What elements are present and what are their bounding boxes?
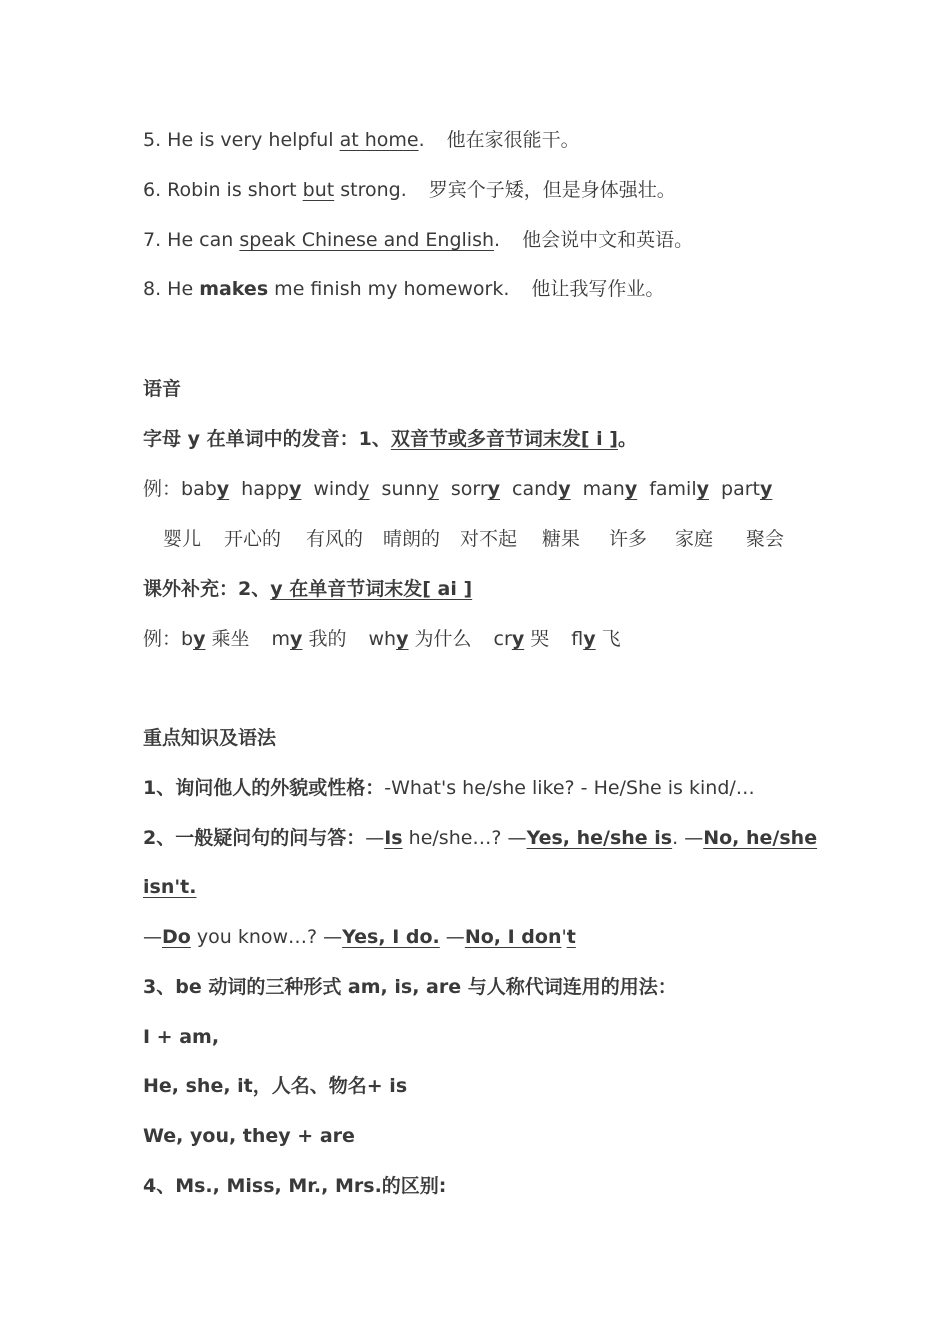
grammar-point-3: 3、be 动词的三种形式 am, is, are 与人称代词连用的用法：	[143, 976, 677, 998]
translation-sorry: 对不起	[460, 528, 518, 550]
word-baby: baby	[181, 478, 230, 500]
sentence-text: 6. Robin is short	[143, 179, 303, 201]
grammar-he-she-it-is: He, she, it，人名、物名+ is	[143, 1075, 408, 1097]
word-family: family	[649, 478, 710, 500]
translation-family: 家庭	[675, 528, 714, 550]
phonics-examples-2	[143, 626, 621, 652]
rule-key: y 在单音节词末发[ ai ]	[270, 578, 473, 600]
word-fly: fly 飞	[571, 628, 621, 650]
sentence-key-phrase: speak Chinese and English	[239, 229, 495, 251]
sentence-text: .	[494, 229, 501, 251]
sentence-key-phrase: but	[302, 179, 335, 201]
translation-party: 聚会	[746, 528, 785, 550]
sentence-text: 5. He is very helpful	[143, 129, 340, 151]
sentence-key-phrase: at home	[339, 129, 419, 151]
translation-sunny: 晴朗的	[383, 528, 441, 550]
word-sorry: sorry	[450, 478, 501, 500]
grammar-point-2-do: —Do you know…? —Yes, I do. —No, I don't	[143, 926, 576, 948]
sentence-text: me finish my homework.	[268, 278, 510, 300]
point-key-no: No, he/she	[703, 827, 818, 849]
point-key-yes: Yes, he/she is	[526, 827, 673, 849]
translation-many: 许多	[609, 528, 648, 550]
point-key-no: No, I don	[464, 926, 562, 948]
phonics-heading: 语音	[143, 378, 182, 400]
point-key-is: Is	[384, 827, 403, 849]
phonics-translations-1	[143, 526, 843, 552]
word-many: many	[582, 478, 638, 500]
sentence-translation: 他在家很能干。	[446, 129, 580, 151]
word-windy: windy	[313, 478, 370, 500]
grammar-point-1	[143, 775, 755, 801]
word-my: my 我的	[271, 628, 347, 650]
sentence-text: 7. He can	[143, 229, 240, 251]
point-text: -What's he/she like? - He/She is kind/…	[384, 777, 755, 799]
sentence-6	[143, 177, 676, 203]
phonics-rule-1	[143, 426, 637, 452]
word-candy: candy	[512, 478, 571, 500]
sentence-translation: 他会说中文和英语。	[522, 229, 694, 251]
point-key-do: Do	[162, 926, 191, 948]
grammar-heading: 重点知识及语法	[143, 727, 277, 749]
word-why: why 为什么	[368, 628, 472, 650]
rule-label: 字母 y 在单词中的发音：1、	[143, 428, 391, 450]
rule-label: 课外补充：2、	[143, 578, 271, 600]
point-label: 1、询问他人的外貌或性格：	[143, 777, 385, 799]
word-sunny: sunny	[381, 478, 439, 500]
grammar-point-2-continued: isn't.	[143, 876, 197, 898]
sentence-5	[143, 127, 580, 153]
point-label: 2、一般疑问句的问与答：	[143, 827, 366, 849]
example-label: 例：	[143, 478, 182, 500]
word-by: by 乘坐	[181, 628, 250, 650]
word-cry: cry 哭	[493, 628, 550, 650]
sentence-translation: 罗宾个子矮，但是身体强壮。	[428, 179, 676, 201]
translation-happy: 开心的	[224, 528, 282, 550]
rule-key: 双音节或多音节词末发[ i ]	[390, 428, 618, 450]
rule-end: 。	[617, 428, 637, 450]
grammar-we-you-they-are: We, you, they + are	[143, 1125, 355, 1147]
sentence-key-phrase: makes	[199, 278, 269, 300]
word-party: party	[721, 478, 773, 500]
translation-baby: 婴儿	[163, 528, 202, 550]
translation-candy: 糖果	[542, 528, 581, 550]
sentence-7	[143, 227, 693, 253]
word-happy: happy	[241, 478, 302, 500]
sentence-text: strong.	[334, 179, 407, 201]
point-key-yes: Yes, I do.	[342, 926, 440, 948]
sentence-translation: 他让我写作业。	[531, 278, 665, 300]
example-label: 例：	[143, 628, 182, 650]
grammar-i-am: I + am,	[143, 1026, 220, 1048]
translation-windy: 有风的	[306, 528, 364, 550]
phonics-rule-2	[143, 576, 472, 602]
sentence-text: .	[418, 129, 425, 151]
sentence-text: 8. He	[143, 278, 200, 300]
phonics-examples-1	[143, 476, 772, 502]
grammar-point-4: 4、Ms., Miss, Mr., Mrs.的区别:	[143, 1175, 447, 1197]
grammar-point-2: 2、一般疑问句的问与答：—Is he/she…? —Yes, he/she is. —No, he/she	[143, 827, 818, 849]
sentence-8	[143, 276, 664, 302]
